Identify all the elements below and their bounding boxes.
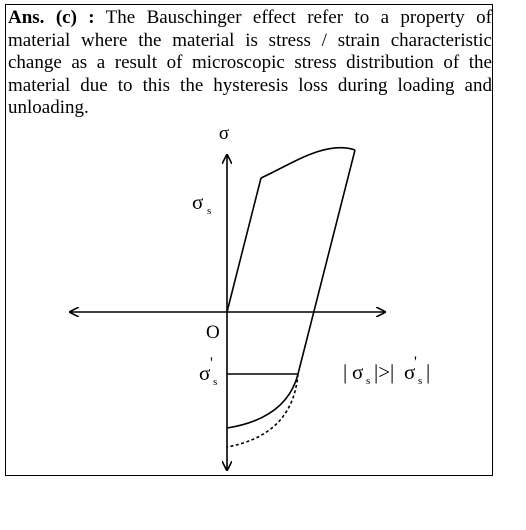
relation-sigma-2: σ: [404, 360, 416, 384]
sigma-s-sub: s: [207, 205, 212, 217]
y-axis-label: σ: [218, 123, 230, 144]
relation-sub-1: s: [366, 375, 371, 387]
sigma-s-label: σ: [192, 190, 204, 214]
relation-bar-right: |: [426, 360, 431, 384]
relation-bar-left: |: [343, 360, 348, 384]
sigma-s-prime-sub: s: [213, 376, 218, 388]
reverse-curve-dashed: [227, 374, 298, 447]
sigma-s-prime-label: σ: [199, 361, 211, 385]
relation-sigma-1: σ: [352, 360, 364, 384]
relation-prime: ': [414, 354, 417, 371]
origin-label: O: [206, 322, 220, 343]
relation-mid: |>|: [374, 360, 395, 384]
unloading-line: [298, 150, 355, 374]
answer-lead: Ans. (c) :: [8, 7, 95, 28]
hardening-curve: [261, 148, 355, 178]
sigma-s-prime-mark: ': [210, 355, 213, 372]
loading-line: [227, 178, 261, 312]
reverse-curve-solid: [227, 374, 298, 428]
relation-sub-2: s: [418, 375, 423, 387]
answer-text: The Bauschinger effect refer to a property of material where the material is stress / strain characteristic change as a result of microscopic stress distribution of the material due to this the hysteresis loss during loading and unloading.: [8, 7, 492, 118]
